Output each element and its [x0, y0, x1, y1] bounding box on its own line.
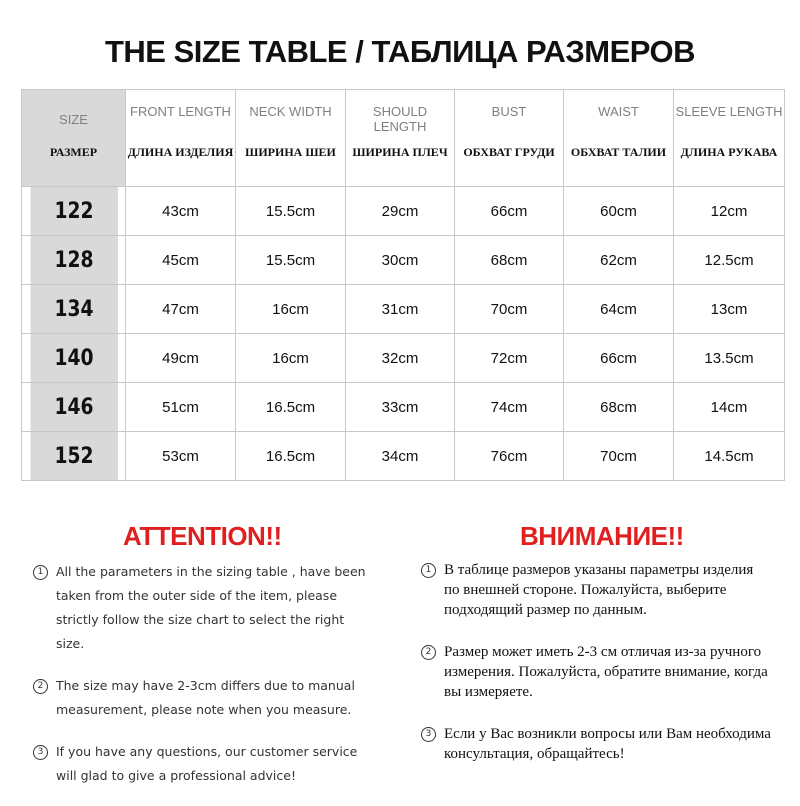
- circled-number-icon: 2: [421, 645, 436, 660]
- list-item: [421, 560, 771, 620]
- header-sleeve-length: [674, 90, 785, 187]
- header-en-label: SHOULD LENGTH: [372, 104, 428, 134]
- table-row: [22, 432, 785, 481]
- table-cell: 16cm: [236, 334, 346, 383]
- table-cell: 70cm: [564, 432, 674, 481]
- table-cell: 13.5cm: [674, 334, 785, 383]
- header-ru-label: ШИРИНА ШЕИ: [245, 145, 336, 159]
- table-cell: 68cm: [455, 236, 564, 285]
- attention-text: If you have any questions, our customer service will glad to give a professional advice!: [56, 744, 358, 783]
- header-neck-width: [236, 90, 346, 187]
- attention-list-en: [33, 560, 373, 806]
- table-cell: 43cm: [126, 187, 236, 236]
- header-size: [22, 90, 126, 187]
- table-cell: 51cm: [126, 383, 236, 432]
- header-en-label: SLEEVE LENGTH: [675, 104, 783, 119]
- table-cell: 70cm: [455, 285, 564, 334]
- table-cell: 29cm: [346, 187, 455, 236]
- table-cell: 62cm: [564, 236, 674, 285]
- size-cell: 152: [29, 432, 117, 481]
- table-cell: 49cm: [126, 334, 236, 383]
- table-cell: 64cm: [564, 285, 674, 334]
- page-title: THE SIZE TABLE / ТАБЛИЦА РАЗМЕРОВ: [104, 34, 696, 69]
- table-cell: 33cm: [346, 383, 455, 432]
- table-cell: 30cm: [346, 236, 455, 285]
- attention-list-ru: [421, 560, 771, 786]
- header-ru-label: ОБХВАТ ГРУДИ: [463, 145, 555, 159]
- table-cell: 32cm: [346, 334, 455, 383]
- table-cell: 34cm: [346, 432, 455, 481]
- attention-text: All the parameters in the sizing table , have been taken from the outer side of the item, please strictly follow the size chart to select the right size.: [56, 564, 366, 651]
- list-item: [33, 740, 373, 788]
- header-shoulder-length: [346, 90, 455, 187]
- header-ru-label: РАЗМЕР: [49, 145, 98, 159]
- list-item: [33, 560, 373, 656]
- table-cell: 68cm: [564, 383, 674, 432]
- circled-number-icon: 3: [421, 727, 436, 742]
- list-item: [33, 674, 373, 722]
- header-en-label: SIZE: [59, 112, 88, 127]
- header-ru-label: ДЛИНА ИЗДЕЛИЯ: [127, 145, 234, 159]
- table-cell: 13cm: [674, 285, 785, 334]
- table-cell: 66cm: [455, 187, 564, 236]
- header-bust: [455, 90, 564, 187]
- circled-number-icon: 2: [33, 679, 48, 694]
- size-cell: 122: [29, 187, 117, 236]
- attention-title-ru: ВНИМАНИЕ!!: [520, 521, 684, 551]
- table-row: [22, 383, 785, 432]
- circled-number-icon: 1: [33, 565, 48, 580]
- attention-text: Если у Вас возникли вопросы или Вам необходима консультация, обращайтесь!: [444, 726, 771, 762]
- table-row: [22, 236, 785, 285]
- size-table: [21, 89, 785, 481]
- circled-number-icon: 1: [421, 563, 436, 578]
- header-en-label: FRONT LENGTH: [130, 104, 231, 119]
- size-cell: 134: [29, 285, 117, 334]
- header-ru-label: ДЛИНА РУКАВА: [680, 145, 778, 159]
- table-header-row: [22, 90, 785, 187]
- table-cell: 60cm: [564, 187, 674, 236]
- table-cell: 14.5cm: [674, 432, 785, 481]
- attention-text: Размер может иметь 2-3 см отличая из-за ручного измерения. Пожалуйста, обратите внимание, когда вы измеряете.: [444, 644, 768, 700]
- table-cell: 16.5cm: [236, 383, 346, 432]
- table-cell: 31cm: [346, 285, 455, 334]
- list-item: [421, 724, 771, 764]
- size-cell: 146: [29, 383, 117, 432]
- table-cell: 72cm: [455, 334, 564, 383]
- table-cell: 12.5cm: [674, 236, 785, 285]
- attention-title-en: ATTENTION!!: [123, 521, 282, 551]
- header-waist: [564, 90, 674, 187]
- attention-text: The size may have 2-3cm differs due to manual measurement, please note when you measure.: [56, 678, 355, 717]
- header-ru-label: ОБХВАТ ТАЛИИ: [570, 145, 667, 159]
- header-ru-label: ШИРИНА ПЛЕЧ: [352, 145, 448, 159]
- table-cell: 74cm: [455, 383, 564, 432]
- table-row: [22, 334, 785, 383]
- table-cell: 45cm: [126, 236, 236, 285]
- table-cell: 53cm: [126, 432, 236, 481]
- header-en-label: WAIST: [598, 104, 639, 119]
- list-item: [421, 642, 771, 702]
- header-en-label: NECK WIDTH: [249, 104, 332, 119]
- table-cell: 66cm: [564, 334, 674, 383]
- table-row: [22, 187, 785, 236]
- header-en-label: BUST: [491, 104, 527, 119]
- table-cell: 16.5cm: [236, 432, 346, 481]
- size-cell: 128: [29, 236, 117, 285]
- table-cell: 76cm: [455, 432, 564, 481]
- table-cell: 14cm: [674, 383, 785, 432]
- table-cell: 15.5cm: [236, 187, 346, 236]
- table-cell: 15.5cm: [236, 236, 346, 285]
- table-cell: 47cm: [126, 285, 236, 334]
- table-row: [22, 285, 785, 334]
- attention-text: В таблице размеров указаны параметры изделия по внешней стороне. Пожалуйста, выберите подходящий размер по данным.: [444, 562, 754, 618]
- size-cell: 140: [29, 334, 117, 383]
- table-cell: 12cm: [674, 187, 785, 236]
- header-front-length: [126, 90, 236, 187]
- table-cell: 16cm: [236, 285, 346, 334]
- circled-number-icon: 3: [33, 745, 48, 760]
